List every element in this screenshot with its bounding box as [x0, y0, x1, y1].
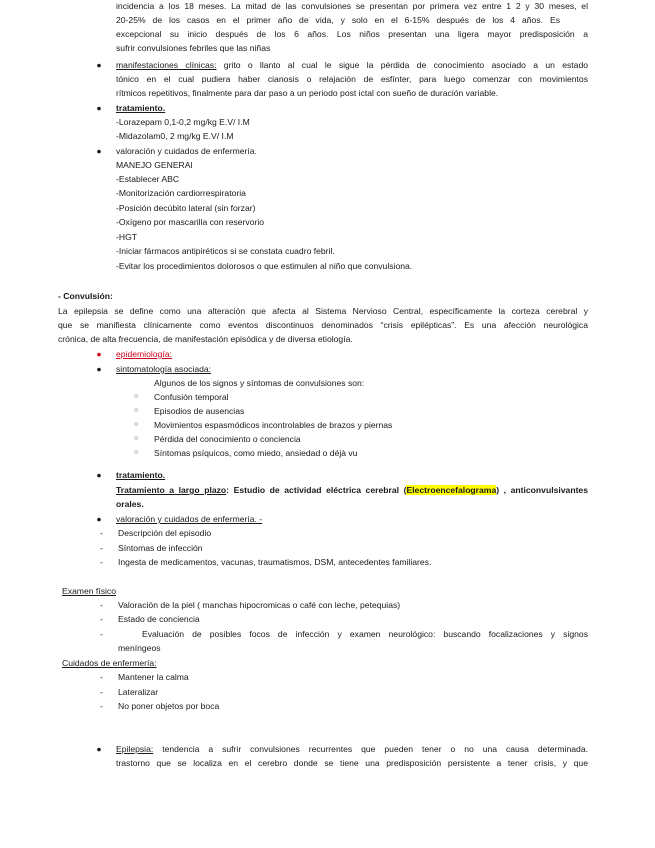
dash-bullet-icon: - — [100, 543, 103, 553]
sintoma-item: Pérdida del conocimiento o conciencia — [154, 434, 301, 444]
dash-bullet-icon: - — [100, 701, 103, 711]
cuidados-heading: Cuidados de enfermería: — [62, 658, 157, 668]
manifestaciones-line-2: tónico en el cual pudiera haber cianosis o relajación de esfínter, para luego comenzar con movimientos — [116, 74, 588, 84]
intro-line-3: excepcional su inicio después de los 6 años. Los niños presentan una ligera mayor predisposición a — [116, 29, 588, 39]
sintomatologia-heading: sintomatología asociada: — [116, 364, 212, 374]
intro-line-2: 20-25% de los casos en el primer año de vida, y solo en el 6-15% después de los 4 años. Es — [116, 15, 560, 25]
convulsion-heading: - Convulsión: — [58, 291, 113, 301]
intro-line-1: incidencia a los 18 meses. La mitad de las convulsiones se presentan por primera vez entre 1 2 y 30 meses, el — [116, 1, 588, 11]
bullet-icon: ● — [96, 364, 102, 374]
valoracion-item: -Posición decúbito lateral (sin forzar) — [116, 203, 256, 213]
circle-bullet-icon: ○ — [134, 393, 139, 400]
valoracion-heading: valoración y cuidados de enfermería. - — [116, 514, 263, 524]
examen-item: Valoración de la piel ( manchas hipocromicas o café con leche, petequias) — [118, 600, 401, 610]
tratamiento-largo-plazo-line-2: orales. — [116, 499, 144, 509]
convulsion-paragraph-line-3: crónica, de alta frecuencia, de manifestación episódica y de diversa etiología. — [58, 334, 353, 344]
valoracion-heading: valoración y cuidados de enfermería. — [116, 146, 257, 156]
dash-bullet-icon: - — [100, 629, 103, 639]
valoracion-item: -Oxígeno por mascarilla con reservorio — [116, 217, 265, 227]
electroencefalograma-highlight: Electroencefalograma — [406, 485, 497, 495]
tratamiento-item: -Midazolam0, 2 mg/kg E.V/ I.M — [116, 131, 234, 141]
valoracion-item: Descripción del episodio — [118, 528, 212, 538]
manifestaciones-label: manifestaciones clínicas: — [116, 60, 217, 70]
bullet-icon: ● — [96, 470, 102, 480]
valoracion-item: -HGT — [116, 232, 138, 242]
tratamiento-largo-plazo-line: Tratamiento a largo plazo: Estudio de actividad eléctrica cerebral (Electroencefalograma) , anticonvulsivantes — [116, 485, 588, 495]
dash-bullet-icon: - — [100, 600, 103, 610]
valoracion-item: -Evitar los procedimientos dolorosos o que estimulen al niño que convulsiona. — [116, 261, 413, 271]
tratamiento-heading: tratamiento. — [116, 103, 166, 113]
examen-evaluacion-line-2: meníngeos — [118, 643, 161, 653]
tratamiento-heading: tratamiento. — [116, 470, 166, 480]
intro-line-4: sufrir convulsiones febriles que las niñas — [116, 43, 271, 53]
cuidados-item: Lateralizar — [118, 687, 159, 697]
dash-bullet-icon: - — [100, 672, 103, 682]
convulsion-paragraph-line-2: que se manifiesta clínicamente como eventos discontinuos denominados “crisis epilépticas”. Es una afección neurológica — [58, 320, 588, 330]
epilepsia-line-1: Epilepsia: tendencia a sufrir convulsiones recurrentes que pueden tener o no una causa determinada. — [116, 744, 588, 754]
sintoma-item: Episodios de ausencias — [154, 406, 245, 416]
convulsion-paragraph-line-1: La epilepsia se define como una alteración que afecta al Sistema Nervioso Central, específicamente la corteza cerebral y — [58, 306, 588, 316]
dash-bullet-icon: - — [100, 557, 103, 567]
epilepsia-line-2: trastorno que se localiza en el cerebro donde se tiene una predisposición persistente a tener crisis, y que — [116, 758, 588, 768]
bullet-icon: ● — [96, 146, 102, 156]
epidemiologia-heading: epidemiología: — [116, 349, 172, 359]
dash-bullet-icon: - — [100, 687, 103, 697]
bullet-icon: ● — [96, 349, 102, 359]
valoracion-item: -Establecer ABC — [116, 174, 180, 184]
sintoma-item: Confusión temporal — [154, 392, 229, 402]
valoracion-item: Síntomas de infección — [118, 543, 203, 553]
bullet-icon: ● — [96, 514, 102, 524]
examen-evaluacion-line-1: Evaluación de posibles focos de infección y examen neurológico: buscando focalizaciones y signos — [142, 629, 588, 639]
examen-item: Estado de conciencia — [118, 614, 200, 624]
dash-bullet-icon: - — [100, 528, 103, 538]
cuidados-item: Mantener la calma — [118, 672, 189, 682]
epilepsia-label: Epilepsia: — [116, 744, 154, 754]
bullet-icon: ● — [96, 103, 102, 113]
sintoma-item: Síntomas psíquicos, como miedo, ansiedad o déjà vu — [154, 448, 358, 458]
manejo-general-label: MANEJO GENERAl — [116, 160, 193, 170]
bullet-icon: ● — [96, 744, 102, 754]
circle-bullet-icon: ○ — [134, 449, 139, 456]
largo-plazo-label: Tratamiento a largo plazo — [116, 485, 227, 495]
valoracion-item: -Monitorización cardiorrespiratoria — [116, 188, 246, 198]
sintomatologia-intro: Algunos de los signos y síntomas de convulsiones son: — [154, 378, 365, 388]
circle-bullet-icon: ○ — [134, 407, 139, 414]
circle-bullet-icon: ○ — [134, 435, 139, 442]
manifestaciones-line-1: manifestaciones clínicas: grito o llanto al cual le sigue la pérdida de conocimiento asociado a un estado — [116, 60, 589, 70]
manifestaciones-line-3: rítmicos repetitivos, finalmente para dar paso a un periodo post ictal con sueño de duración variable. — [116, 88, 499, 98]
sintoma-item: Movimientos espasmódicos incontrolables de brazos y piernas — [154, 420, 393, 430]
tratamiento-item: -Lorazepam 0,1-0,2 mg/kg E.V/ I.M — [116, 117, 250, 127]
valoracion-item: -Iniciar fármacos antipiréticos si se constata cuadro febril. — [116, 246, 335, 256]
circle-bullet-icon: ○ — [134, 421, 139, 428]
cuidados-item: No poner objetos por boca — [118, 701, 220, 711]
examen-fisico-heading: Examen físico — [62, 586, 116, 596]
bullet-icon: ● — [96, 60, 102, 70]
dash-bullet-icon: - — [100, 614, 103, 624]
valoracion-item: Ingesta de medicamentos, vacunas, traumatismos, DSM, antecedentes familiares. — [118, 557, 432, 567]
